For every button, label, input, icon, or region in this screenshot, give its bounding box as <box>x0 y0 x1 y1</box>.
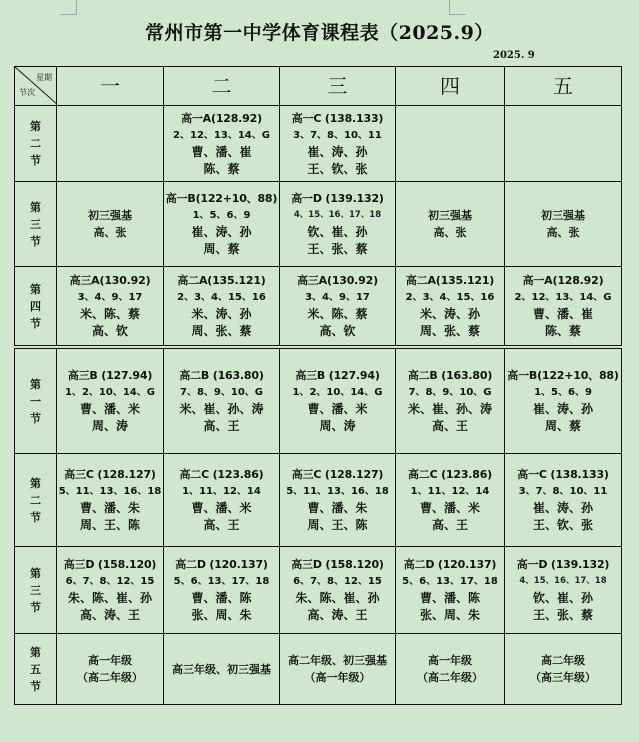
class-numbers: 2、3、4、15、16 <box>177 292 266 303</box>
class-name: 高一A(128.92) <box>181 111 262 125</box>
period-label-char: 第 <box>30 645 41 659</box>
period-label-char: 三 <box>30 583 41 597</box>
period-label-char: 节 <box>30 234 41 248</box>
class-name: 高二C (123.86) <box>407 468 492 481</box>
day-header-tue: 二 <box>164 67 280 106</box>
class-numbers: 6、7、8、12、15 <box>65 576 155 587</box>
class-numbers: 1、2、10、14、G <box>292 387 383 398</box>
teacher-names: 张、周、朱 <box>191 608 252 622</box>
period-label-char: 节 <box>30 316 41 330</box>
teacher-names: 曹、潘、崔 <box>191 144 252 159</box>
teacher-names: 朱、陈、崔、孙 <box>295 591 380 605</box>
class-name: 高二C (123.86) <box>179 468 264 481</box>
teacher-names: 周、张、蔡 <box>419 324 480 338</box>
period-label-char: 四 <box>30 299 41 313</box>
class-name: 高二A(135.121) <box>177 274 266 287</box>
page-title: 常州市第一中学体育课程表（2025.9） <box>145 22 494 44</box>
period-label-cell <box>15 267 57 348</box>
teacher-names: 周、张、蔡 <box>191 324 252 338</box>
period-label-cell <box>15 634 57 705</box>
cell-text-line: （高三年级） <box>530 671 596 684</box>
class-numbers: 7、8、9、10、G <box>408 387 492 398</box>
period-axis-label: 节次 <box>19 88 35 97</box>
period-label-char: 二 <box>30 493 41 507</box>
period-row <box>15 454 622 547</box>
teacher-names: 米、崔、孙、涛 <box>407 402 492 416</box>
class-numbers: 3、4、9、17 <box>77 292 143 303</box>
period-label-char: 节 <box>30 154 41 167</box>
teacher-names: 米、陈、蔡 <box>307 307 368 321</box>
schedule-cell <box>396 182 505 267</box>
period-label-cell <box>15 106 57 182</box>
teacher-names: 周、涛 <box>91 419 128 433</box>
class-numbers: 7、8、9、10、G <box>180 387 263 398</box>
schedule-cell <box>505 547 622 634</box>
schedule-cell <box>505 634 622 705</box>
cell-text-line: 高、张 <box>546 226 580 239</box>
schedule-cell <box>280 182 396 267</box>
period-label-cell <box>15 182 57 267</box>
cell-text-line: （高二年级） <box>77 671 143 684</box>
schedule-cell <box>164 547 280 634</box>
class-numbers: 3、4、9、17 <box>305 292 370 303</box>
teacher-names: 米、涛、孙 <box>191 307 252 321</box>
class-name: 高一D (139.132) <box>291 192 384 205</box>
period-row <box>15 347 622 454</box>
schedule-cell <box>505 267 622 348</box>
class-name: 高三D (158.120) <box>291 558 384 571</box>
teacher-names: 曹、潘、米 <box>191 501 252 515</box>
teacher-names: 高、王 <box>203 419 240 433</box>
teacher-names: 王、张、蔡 <box>307 242 368 256</box>
schedule-cell <box>505 106 622 182</box>
teacher-names: 米、崔、孙、涛 <box>179 402 264 416</box>
cell-text-line: 高二年级 <box>541 654 585 667</box>
class-name: 高一B(122+10、88) <box>507 369 619 382</box>
cell-text-line: 高二年级、初三强基 <box>288 654 387 667</box>
teacher-names: 崔、涛、孙 <box>532 501 593 515</box>
page-corner-mark-left <box>60 0 77 15</box>
teacher-names: 高、王 <box>431 518 468 532</box>
class-numbers: 4、15、16、17、18 <box>293 210 382 220</box>
teacher-names: 高、涛、王 <box>307 608 368 622</box>
period-label-char: 第 <box>30 120 41 133</box>
schedule-cell <box>164 454 280 547</box>
teacher-names: 曹、潘、崔 <box>532 307 593 321</box>
schedule-cell <box>396 267 505 348</box>
schedule-cell <box>57 347 164 454</box>
period-label-char: 第 <box>30 282 41 296</box>
cell-text-line: 高三年级、初三强基 <box>172 662 271 676</box>
teacher-names: 高、王 <box>431 419 468 433</box>
period-label-char: 五 <box>30 662 41 676</box>
header-row <box>15 67 622 106</box>
schedule-cell <box>280 267 396 348</box>
schedule-cell <box>57 634 164 705</box>
period-label-char: 三 <box>30 217 41 231</box>
teacher-names: 曹、潘、陈 <box>191 591 252 605</box>
cell-text-line: （高一年级） <box>304 671 371 684</box>
cell-text-line: 初三强基 <box>541 209 585 222</box>
teacher-names: 陈、蔡 <box>544 324 581 338</box>
schedule-cell <box>164 106 280 182</box>
schedule-cell <box>57 547 164 634</box>
class-name: 高三C (128.127) <box>291 468 384 481</box>
day-header-thu: 四 <box>396 67 505 106</box>
cell-text-line: 初三强基 <box>428 209 472 222</box>
class-name: 高二D (120.137) <box>403 558 497 571</box>
class-numbers: 5、11、13、16、18 <box>58 486 162 497</box>
class-name: 高二D (120.137) <box>175 558 268 571</box>
schedule-cell <box>280 106 396 182</box>
teacher-names: 周、王、陈 <box>307 518 368 532</box>
class-name: 高三A(130.92) <box>297 274 378 287</box>
cell-text-line: 高、张 <box>93 226 127 239</box>
class-numbers: 3、7、8、10、11 <box>293 129 382 141</box>
schedule-cell <box>57 182 164 267</box>
cell-text-line: 高、张 <box>433 226 467 239</box>
period-label-char: 节 <box>30 600 41 614</box>
class-numbers: 4、15、16、17、18 <box>519 576 607 586</box>
class-name: 高一C (138.133) <box>291 111 384 125</box>
teacher-names: 崔、涛、孙 <box>191 225 252 239</box>
class-name: 高一D (139.132) <box>516 558 610 571</box>
teacher-names: 曹、潘、米 <box>79 402 140 416</box>
class-name: 高三A(130.92) <box>69 274 151 287</box>
period-label-char: 第 <box>30 476 41 490</box>
schedule-cell <box>164 347 280 454</box>
schedule-cell <box>57 267 164 348</box>
teacher-names: 周、蔡 <box>544 419 581 433</box>
teacher-names: 朱、陈、崔、孙 <box>67 591 152 605</box>
period-label-char: 节 <box>30 411 41 425</box>
period-row <box>15 547 622 634</box>
teacher-names: 曹、潘、朱 <box>79 501 140 515</box>
schedule-cell <box>164 267 280 348</box>
cell-text-line: 高一年级 <box>428 654 472 667</box>
teacher-names: 曹、潘、陈 <box>419 591 480 605</box>
corner-header-cell <box>15 67 57 106</box>
class-name: 高一A(128.92) <box>522 274 604 287</box>
schedule-cell <box>396 547 505 634</box>
period-row <box>15 106 622 182</box>
class-numbers: 1、11、12、14 <box>182 486 261 497</box>
teacher-names: 曹、潘、朱 <box>307 501 368 515</box>
class-name: 高二B (163.80) <box>407 369 493 382</box>
teacher-names: 钦、崔、孙 <box>532 591 593 605</box>
teacher-names: 王、钦、张 <box>532 518 593 532</box>
schedule-cell <box>280 634 396 705</box>
cell-text-line: （高二年级） <box>417 671 483 684</box>
period-row <box>15 634 622 705</box>
day-header-fri: 五 <box>505 67 622 106</box>
period-label-char: 节 <box>30 679 41 693</box>
class-numbers: 6、7、8、12、15 <box>293 576 382 587</box>
class-name: 高三B (127.94) <box>67 369 153 382</box>
day-header-wed: 三 <box>280 67 396 106</box>
weekday-axis-label: 星期 <box>36 73 52 82</box>
teacher-names: 周、蔡 <box>203 242 240 256</box>
period-label-char: 第 <box>30 377 41 391</box>
class-numbers: 2、12、13、14、G <box>173 129 270 141</box>
period-row <box>15 182 622 267</box>
schedule-cell <box>505 454 622 547</box>
period-row <box>15 267 622 348</box>
period-label-char: 第 <box>30 200 41 214</box>
class-name: 高一C (138.133) <box>517 468 609 481</box>
class-numbers: 5、6、13、17、18 <box>402 576 498 587</box>
class-name: 高二B (163.80) <box>179 369 264 382</box>
teacher-names: 王、张、蔡 <box>532 608 593 622</box>
class-numbers: 1、2、10、14、G <box>65 387 155 398</box>
schedule-cell <box>505 347 622 454</box>
schedule-cell <box>505 182 622 267</box>
teacher-names: 周、王、陈 <box>79 518 140 532</box>
cell-text-line: 初三强基 <box>88 209 132 222</box>
class-numbers: 1、5、6、9 <box>534 387 592 398</box>
class-numbers: 3、7、8、10、11 <box>518 486 608 497</box>
schedule-cell <box>396 634 505 705</box>
class-name: 高三C (128.127) <box>64 468 156 481</box>
teacher-names: 周、涛 <box>319 419 356 433</box>
schedule-cell <box>164 182 280 267</box>
schedule-cell <box>280 547 396 634</box>
period-label-cell <box>15 454 57 547</box>
period-label-char: 节 <box>30 510 41 524</box>
date-label: 2025. 9 <box>493 50 535 61</box>
class-numbers: 5、6、13、17、18 <box>173 576 270 587</box>
schedule-cell <box>396 454 505 547</box>
period-label-char: 一 <box>30 394 41 408</box>
class-numbers: 1、5、6、9 <box>192 210 251 221</box>
schedule-cell <box>164 634 280 705</box>
teacher-names: 王、钦、张 <box>307 161 368 176</box>
day-header-mon: 一 <box>57 67 164 106</box>
class-name: 高二A(135.121) <box>405 274 495 287</box>
class-name: 高三D (158.120) <box>63 558 157 571</box>
teacher-names: 米、涛、孙 <box>419 307 480 321</box>
class-numbers: 5、11、13、16、18 <box>286 486 389 497</box>
page-corner-mark-right <box>449 0 466 15</box>
schedule-table <box>14 66 622 705</box>
teacher-names: 高、钦 <box>319 324 356 338</box>
teacher-names: 崔、涛、孙 <box>532 402 593 416</box>
schedule-cell <box>396 106 505 182</box>
teacher-names: 陈、蔡 <box>203 161 240 176</box>
period-label-cell <box>15 347 57 454</box>
class-numbers: 2、3、4、15、16 <box>405 292 495 303</box>
teacher-names: 米、陈、蔡 <box>79 307 140 321</box>
teacher-names: 高、钦 <box>91 324 128 338</box>
class-numbers: 2、12、13、14、G <box>514 292 612 303</box>
period-label-char: 二 <box>30 137 41 150</box>
teacher-names: 钦、崔、孙 <box>307 225 368 239</box>
schedule-cell <box>280 347 396 454</box>
teacher-names: 曹、潘、米 <box>419 501 480 515</box>
teacher-names: 高、王 <box>203 518 240 532</box>
schedule-cell <box>280 454 396 547</box>
schedule-cell <box>396 347 505 454</box>
class-name: 高三B (127.94) <box>295 369 380 382</box>
period-label-cell <box>15 547 57 634</box>
schedule-cell <box>57 106 164 182</box>
teacher-names: 曹、潘、米 <box>307 402 368 416</box>
class-name: 高一B(122+10、88) <box>165 192 278 205</box>
teacher-names: 崔、涛、孙 <box>307 144 368 159</box>
schedule-cell <box>57 454 164 547</box>
teacher-names: 张、周、朱 <box>419 608 480 622</box>
cell-text-line: 高一年级 <box>88 654 132 667</box>
teacher-names: 高、涛、王 <box>79 608 140 622</box>
class-numbers: 1、11、12、14 <box>410 486 490 497</box>
period-label-char: 第 <box>30 566 41 580</box>
